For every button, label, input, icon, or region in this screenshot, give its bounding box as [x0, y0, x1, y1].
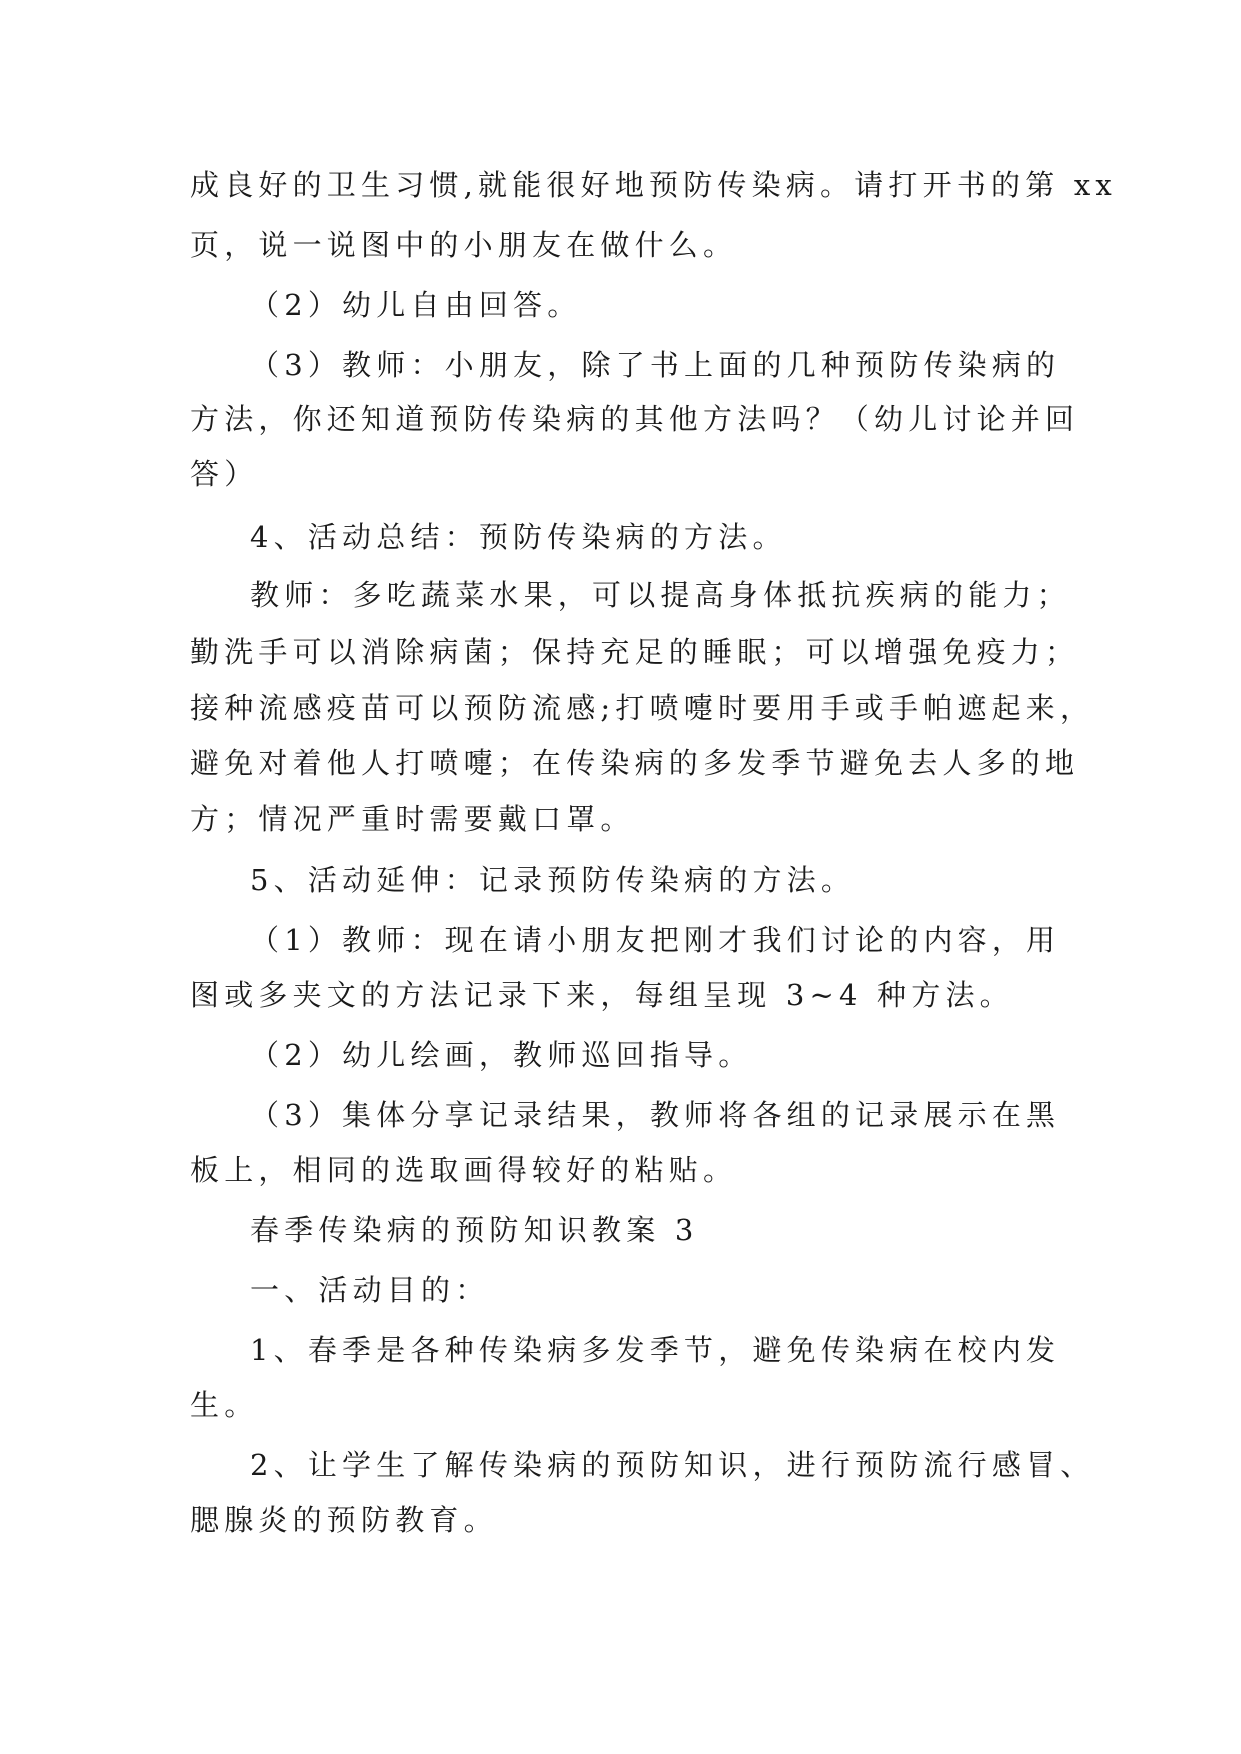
text-line: 4、活动总结：预防传染病的方法。 — [250, 520, 787, 554]
text-line: 1、春季是各种传染病多发季节，避免传染病在校内发 — [250, 1333, 1061, 1367]
text-line: 答） — [190, 457, 259, 491]
text-line: 接种流感疫苗可以预防流感;打喷嚏时要用手或手帕遮起来， — [190, 691, 1095, 725]
text-line: 5、活动延伸：记录预防传染病的方法。 — [250, 863, 856, 897]
text-line: （3）集体分享记录结果，教师将各组的记录展示在黑 — [250, 1098, 1061, 1132]
text-line: 生。 — [190, 1388, 259, 1422]
text-line: （2）幼儿自由回答。 — [250, 288, 582, 322]
text-line: 方；情况严重时需要戴口罩。 — [190, 802, 635, 836]
text-line: 图或多夹文的方法记录下来，每组呈现 3~4 种方法。 — [190, 978, 1014, 1012]
text-line: 页，说一说图中的小朋友在做什么。 — [190, 228, 738, 262]
text-line: 2、让学生了解传染病的预防知识，进行预防流行感冒、 — [250, 1448, 1095, 1482]
section-title: 春季传染病的预防知识教案 3 — [250, 1213, 699, 1247]
text-line: 一、活动目的： — [250, 1273, 490, 1307]
text-line: （2）幼儿绘画，教师巡回指导。 — [250, 1038, 753, 1072]
text-line: 成良好的卫生习惯,就能很好地预防传染病。请打开书的第 xx — [190, 168, 1117, 202]
text-line: 腮腺炎的预防教育。 — [190, 1503, 498, 1537]
text-line: （1）教师：现在请小朋友把刚才我们讨论的内容，用 — [250, 923, 1061, 957]
text-line: 方法，你还知道预防传染病的其他方法吗？（幼儿讨论并回 — [190, 402, 1080, 436]
text-line: 勤洗手可以消除病菌；保持充足的睡眠；可以增强免疫力； — [190, 635, 1080, 669]
text-line: （3）教师：小朋友，除了书上面的几种预防传染病的 — [250, 348, 1061, 382]
text-line: 板上，相同的选取画得较好的粘贴。 — [190, 1153, 738, 1187]
text-line: 避免对着他人打喷嚏；在传染病的多发季节避免去人多的地 — [190, 746, 1080, 780]
text-line: 教师：多吃蔬菜水果，可以提高身体抵抗疾病的能力； — [250, 578, 1071, 612]
